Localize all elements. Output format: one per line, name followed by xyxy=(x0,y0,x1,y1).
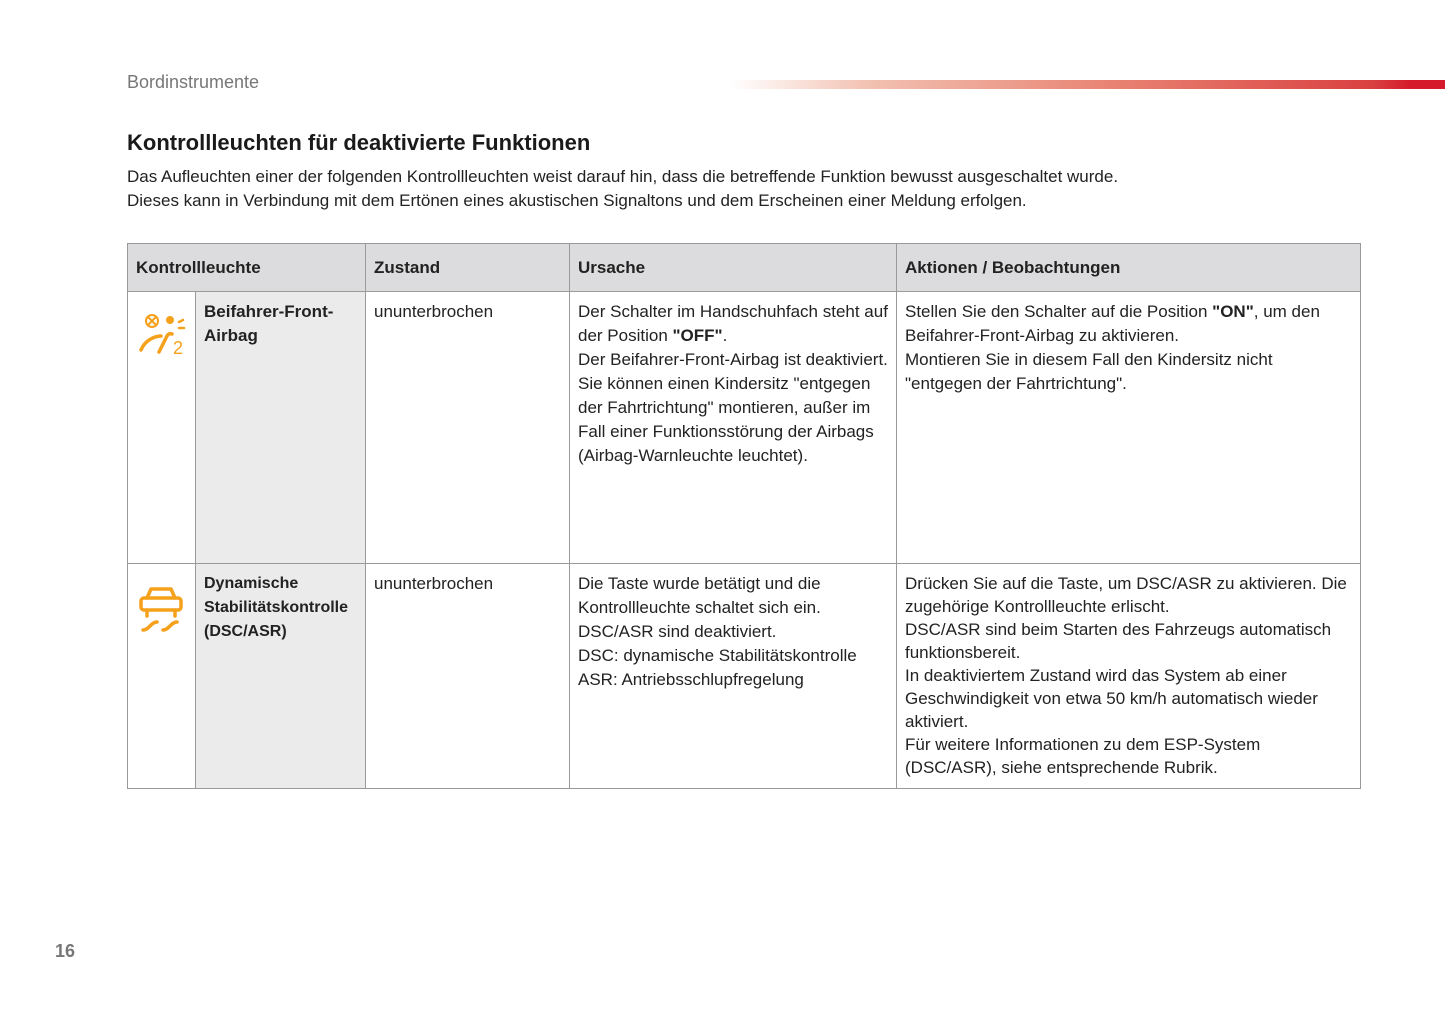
icon-cell xyxy=(128,292,196,564)
intro-line: Das Aufleuchten einer der folgenden Kontrollleuchten weist darauf hin, dass die betreffende Funktion bewusst ausgeschaltet wurde. xyxy=(127,167,1119,186)
table-header xyxy=(128,244,1361,292)
page-number: 16 xyxy=(55,941,76,961)
section-title: Bordinstrumente xyxy=(127,72,260,92)
svg-text:2: 2 xyxy=(172,338,183,356)
intro-line: Dieses kann in Verbindung mit dem Ertönen eines akustischen Signaltons und dem Erscheinen einer Meldung erfolgen. xyxy=(127,191,1027,210)
state-cell: ununterbrochen xyxy=(366,292,570,564)
table-row xyxy=(128,292,1361,564)
table-row xyxy=(128,564,1361,789)
header-cell: Zustand xyxy=(366,244,570,292)
header-accent-bar xyxy=(730,80,1445,89)
warning-lights-table xyxy=(127,243,1361,789)
icon-cell xyxy=(128,564,196,789)
page-title: Kontrollleuchten für deaktivierte Funktionen xyxy=(127,130,591,155)
light-name: Beifahrer-Front-Airbag xyxy=(196,292,366,564)
dsc-off-icon xyxy=(137,584,187,634)
state-cell: ununterbrochen xyxy=(366,564,570,789)
header-cell: Kontrollleuchte xyxy=(128,244,366,292)
cause-cell: Die Taste wurde betätigt und die Kontrollleuchte schaltet sich ein. DSC/ASR sind deaktiviert. DSC: dynamische Stabilitätskontrolle ASR: Antriebsschlupfregelung xyxy=(570,564,897,789)
cause-cell: Der Schalter im Handschuhfach steht auf der Position "OFF". Der Beifahrer-Front-Airbag ist deaktiviert. Sie können einen Kindersitz "entgegen der Fahrtrichtung" montieren, außer im Fall einer Funktionsstörung der Airbags (Airbag-Warnleuchte leuchtet). xyxy=(570,292,897,564)
header-cell: Aktionen / Beobachtungen xyxy=(897,244,1361,292)
airbag-off-icon xyxy=(137,312,187,356)
intro-text xyxy=(127,165,1118,213)
action-cell: Drücken Sie auf die Taste, um DSC/ASR zu aktivieren. Die zugehörige Kontrollleuchte erlischt. DSC/ASR sind beim Starten des Fahrzeugs automatisch funktionsbereit. In deaktiviertem Zustand wird das System ab einer Geschwindigkeit von etwa 50 km/h automatisch wieder aktiviert. Für weitere Informationen zu dem ESP-System (DSC/ASR), siehe entsprechende Rubrik. xyxy=(897,564,1361,789)
light-name: Dynamische Stabilitätskontrolle (DSC/ASR) xyxy=(196,564,366,789)
header-cell: Ursache xyxy=(570,244,897,292)
action-cell: Stellen Sie den Schalter auf die Position "ON", um den Beifahrer-Front-Airbag zu aktivieren. Montieren Sie in diesem Fall den Kindersitz nicht "entgegen der Fahrtrichtung". xyxy=(897,292,1361,564)
